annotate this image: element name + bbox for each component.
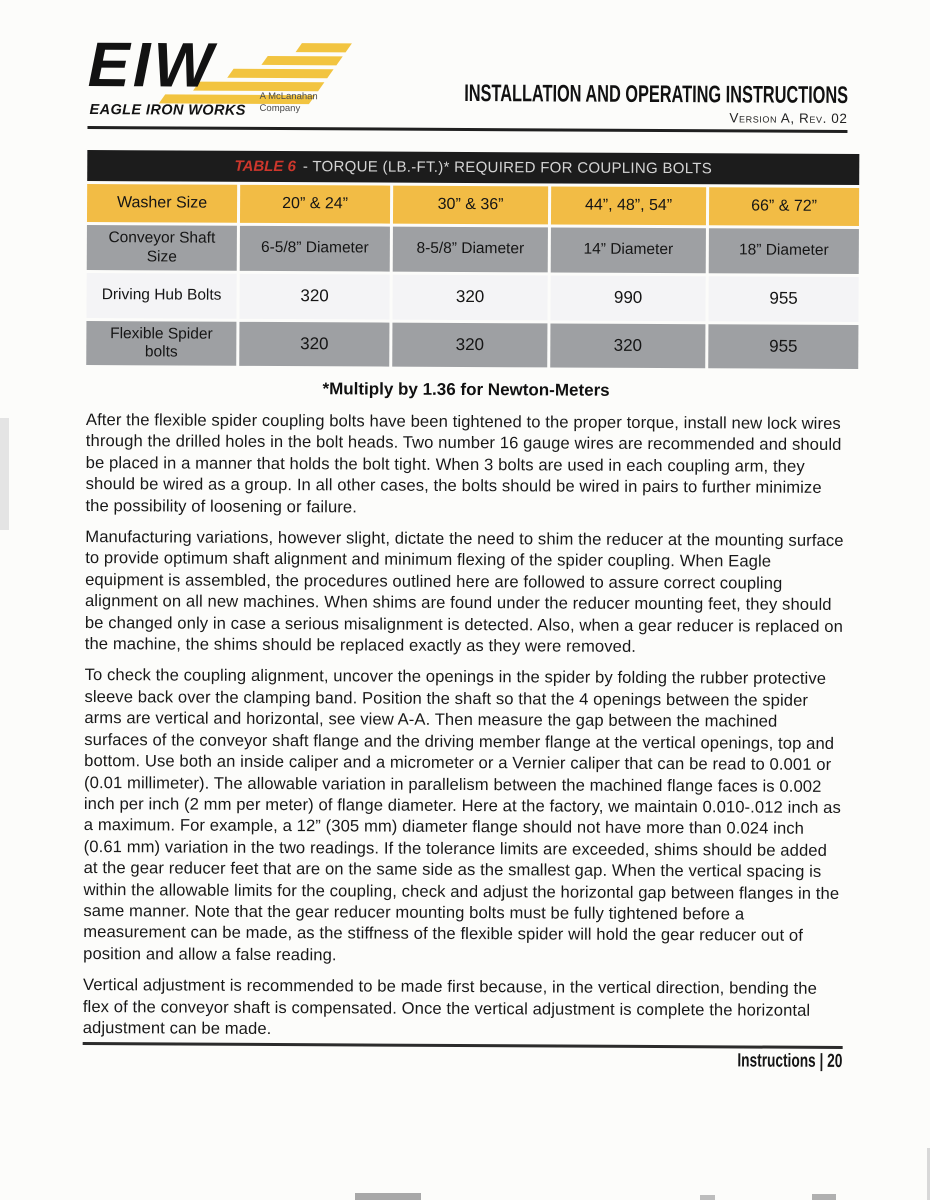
- cell-flex-spider-3: 320: [550, 323, 705, 368]
- document-title: INSTALLATION AND OPERATING INSTRUCTIONS: [463, 79, 848, 109]
- cell-flex-spider-4: 955: [708, 324, 858, 369]
- logo-parent-company-line2: Company: [259, 103, 301, 115]
- cell-driving-hub-2: 320: [392, 275, 547, 321]
- cell-washer-44-48-54: 44”, 48”, 54”: [551, 186, 706, 225]
- cell-washer-66-72: 66” & 72”: [709, 187, 859, 226]
- document-version: Version A, Rev. 02: [729, 110, 848, 126]
- cell-flex-spider-2: 320: [392, 323, 547, 368]
- torque-table: [86, 150, 847, 369]
- table-footnote: *Multiply by 1.36 for Newton-Meters: [322, 379, 610, 400]
- page-footer: [83, 1042, 843, 1072]
- cell-shaft-18: 18” Diameter: [709, 228, 859, 274]
- cell-shaft-size-header: Conveyor Shaft Size: [87, 225, 237, 271]
- table-number-label: TABLE 6: [234, 157, 296, 176]
- table-title-bar: [87, 150, 859, 185]
- scan-artifact-bottom-3: [812, 1194, 836, 1200]
- logo-acronym: EIW: [87, 30, 216, 101]
- page-number-label: Instructions | 20: [737, 1049, 843, 1072]
- cell-shaft-6-5-8: 6-5/8” Diameter: [240, 226, 390, 272]
- logo-parent-company-line1: A McLanahan: [259, 90, 318, 103]
- scan-artifact-bottom-1: [355, 1193, 421, 1200]
- cell-flex-spider-header: Flexible Spider bolts: [86, 321, 236, 366]
- body-text: [83, 409, 846, 1042]
- paragraph-alignment-check: To check the coupling alignment, uncover the openings in the spider by folding the rubber protective sleeve back over the clamping band. Position the shaft so that the 4 openings between the spider arms are vertical and horizontal, see view A-A. Then measure the gap between the machined surfaces of the conveyor shaft flange and the driving member flange at the vertical openings, top and bottom. Use both an inside caliper and a micrometer or a Vernier caliper that can be read to 0.001 or (0.01 millimeter). The allowable variation in parallelism between the machined flange faces is 0.002 inch per inch (2 mm per meter) of flange diameter. Here at the factory, we maintain 0.010-.012 inch as a maximum. For example, a 12” (305 mm) diameter flange should not have more than 0.024 inch (0.61 mm) variation in the two readings. If the tolerance limits are exceeded, shims should be added at the gear reducer feet that are on the same side as the smallest gap. When the vertical spacing is within the allowable limits for the coupling, check and adjust the horizontal gap between flanges in the same manner. Note that the gear reducer mounting bolts must be fully tightened before a measurement can be made, as the stiffness of the flexible spider will hold the gear reducer out of position and allow a false reading.: [83, 665, 841, 965]
- cell-driving-hub-3: 990: [550, 275, 705, 321]
- cell-washer-size-header: Washer Size: [87, 184, 237, 223]
- paragraph-vertical-adjustment: Vertical adjustment is recommended to be made first because, in the vertical direction, bending the flex of the conveyor shaft is compensated. Once the vertical adjustment is complete the horizontal adjustment can be made.: [82, 975, 817, 1038]
- scan-artifact-bottom-2: [700, 1195, 715, 1200]
- logo-parent-company: [260, 91, 318, 116]
- header-rule: [87, 126, 847, 133]
- cell-driving-hub-header: Driving Hub Bolts: [86, 273, 236, 319]
- title-block: [283, 79, 848, 126]
- cell-driving-hub-1: 320: [239, 274, 389, 320]
- paragraph-shimming: Manufacturing variations, however slight, dictate the need to shim the reducer at the mounting surface to provide optimum shaft alignment and minimum flexing of the spider coupling. When Eagle equipment is assembled, the procedures outlined here are followed to assure correct coupling alignment on all new machines. When shims are found under the reducer mounting feet, they should be changed only in case a serious misalignment is detected. Also, when a gear reducer is replaced on the machine, the shims should be replaced exactly as they were removed.: [84, 527, 844, 656]
- scan-artifact-left: [0, 418, 9, 530]
- cell-washer-30-36: 30” & 36”: [393, 186, 548, 225]
- paragraph-lock-wires: After the flexible spider coupling bolts have been tightened to the proper torque, install new lock wires through the drilled holes in the bolt heads. Two number 16 gauge wires are recommended and should be placed in a manner that holds the bolt tight. When 3 bolts are used in each coupling arm, they should be wired as a group. In all other cases, the bolts should be wired in pairs to further minimize the possibility of loosening or failure.: [85, 410, 842, 517]
- table-caption: - TORQUE (LB.-FT.)* REQUIRED FOR COUPLING BOLTS: [302, 158, 713, 178]
- masthead: [87, 30, 848, 126]
- cell-driving-hub-4: 955: [708, 276, 858, 322]
- cell-washer-20-24: 20” & 24”: [240, 185, 390, 224]
- logo-company-name: EAGLE IRON WORKS: [89, 102, 246, 119]
- cell-shaft-14: 14” Diameter: [551, 227, 706, 273]
- cell-shaft-8-5-8: 8-5/8” Diameter: [393, 227, 548, 273]
- cell-flex-spider-1: 320: [239, 322, 389, 367]
